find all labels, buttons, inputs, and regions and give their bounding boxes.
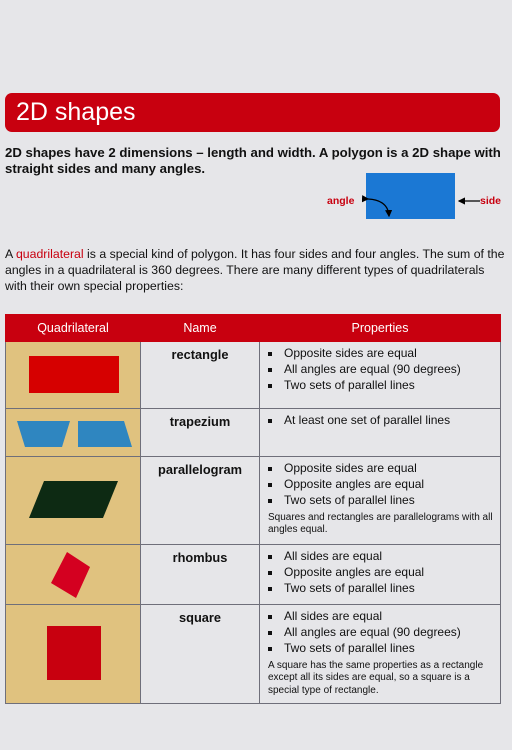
diagram-rectangle [366, 173, 455, 219]
table-row-square [6, 605, 501, 704]
table-row-trapezium [6, 409, 501, 457]
name-cell: trapezium [141, 409, 260, 457]
property-item: Opposite sides are equal [268, 460, 500, 476]
body-post: is a special kind of polygon. It has four sides and four angles. The sum of the angles in a quadrilateral is 360 degrees. There are many different types of quadrilaterals with their own special properties: [5, 247, 505, 293]
header-quadrilateral: Quadrilateral [6, 315, 141, 342]
table-row-parallelogram [6, 457, 501, 545]
property-item: All angles are equal (90 degrees) [268, 624, 500, 640]
property-item: All angles are equal (90 degrees) [268, 361, 500, 377]
name-cell: square [141, 605, 260, 704]
table-row-rhombus [6, 545, 501, 605]
property-note: A square has the same properties as a rectangle except all its sides are equal, so a square is a special type of rectangle. [268, 659, 484, 696]
shape-cell [6, 457, 141, 545]
trapezium-shapes [6, 409, 140, 457]
property-item: Opposite angles are equal [268, 476, 500, 492]
square-shape [47, 626, 101, 680]
properties-cell [260, 545, 501, 605]
table-row-rectangle [6, 342, 501, 409]
property-item: All sides are equal [268, 608, 500, 624]
rectangle-shape [29, 356, 119, 393]
property-item: All sides are equal [268, 548, 500, 564]
body-paragraph [5, 246, 505, 294]
header-name: Name [141, 315, 260, 342]
property-item: Two sets of parallel lines [268, 492, 500, 508]
properties-cell [260, 342, 501, 409]
property-item: Two sets of parallel lines [268, 377, 500, 393]
properties-cell [260, 457, 501, 545]
name-cell: rhombus [141, 545, 260, 605]
property-item: At least one set of parallel lines [268, 412, 500, 428]
intro-text: 2D shapes have 2 dimensions – length and width. A polygon is a 2D shape with straight sides and many angles. [5, 145, 501, 176]
properties-cell [260, 409, 501, 457]
shape-cell [6, 605, 141, 704]
property-item: Opposite angles are equal [268, 564, 500, 580]
page-title: 2D shapes [16, 98, 136, 126]
properties-cell [260, 605, 501, 704]
quadrilaterals-table [5, 314, 501, 704]
property-item: Two sets of parallel lines [268, 580, 500, 596]
parallelogram-shape [6, 457, 140, 545]
rhombus-shape [6, 545, 140, 605]
page-title-banner [5, 93, 500, 132]
angle-label: angle [327, 195, 355, 207]
body-highlight: quadrilateral [15, 247, 84, 261]
shape-cell [6, 342, 141, 409]
name-cell: rectangle [141, 342, 260, 409]
table-header-row [6, 315, 501, 342]
shape-cell [6, 409, 141, 457]
angle-arrow [368, 199, 389, 216]
header-properties: Properties [260, 315, 501, 342]
property-item: Opposite sides are equal [268, 345, 500, 361]
property-item: Two sets of parallel lines [268, 640, 500, 656]
shape-cell [6, 545, 141, 605]
body-pre: A [5, 247, 16, 261]
property-note: Squares and rectangles are parallelograms with all angles equal. [268, 511, 493, 536]
side-label: side [480, 195, 502, 207]
name-cell: parallelogram [141, 457, 260, 545]
